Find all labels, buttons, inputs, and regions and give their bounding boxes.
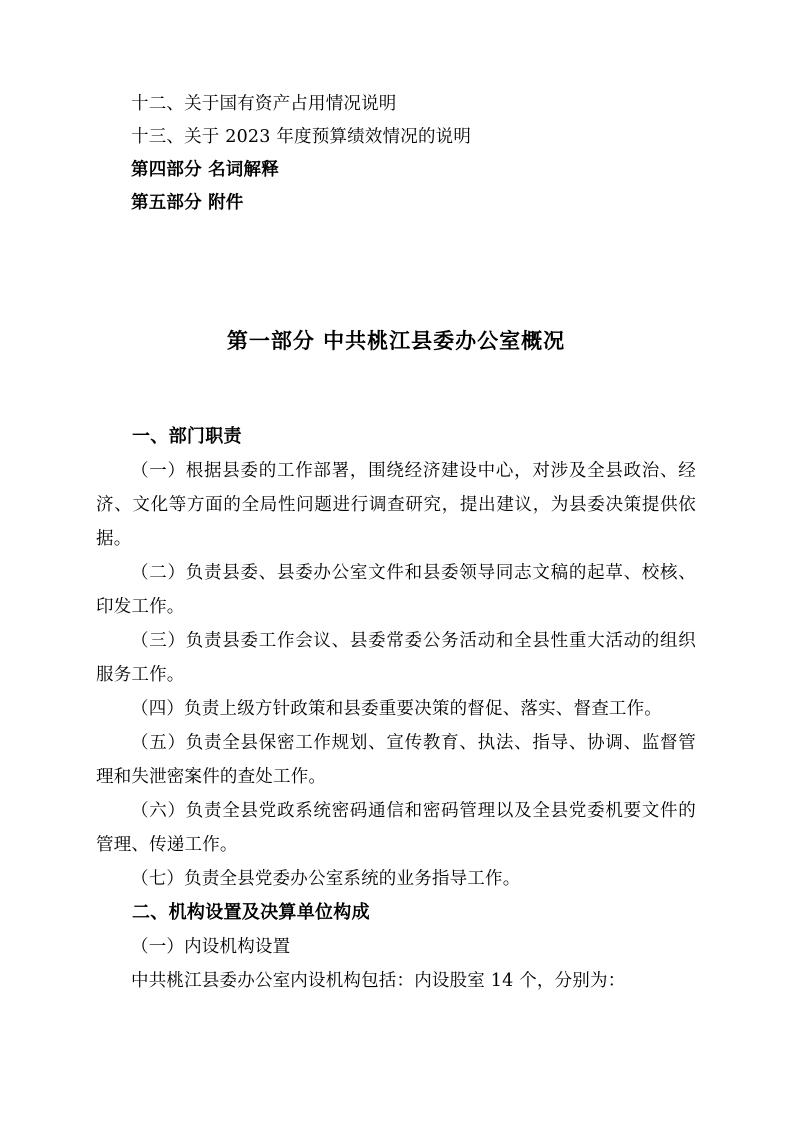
duty-paragraph-5: （五）负责全县保密工作规划、宣传教育、执法、指导、协调、监督管理和失泄密案件的查处工作。 bbox=[96, 733, 696, 787]
subheading-internal-organization: （一）内设机构设置 bbox=[131, 937, 291, 957]
page-content bbox=[96, 88, 696, 998]
heading-department-duties: 一、部门职责 bbox=[132, 426, 242, 447]
toc-item-part-five: 第五部分 附件 bbox=[131, 193, 244, 213]
section-spacer bbox=[96, 220, 696, 324]
title-spacer bbox=[96, 358, 696, 420]
toc-item-13: 十三、关于 2023 年度预算绩效情况的说明 bbox=[131, 127, 472, 147]
duty-paragraph-4: （四）负责上级方针政策和县委重要决策的督促、落实、督查工作。 bbox=[131, 699, 662, 719]
toc-item-part-four: 第四部分 名词解释 bbox=[131, 160, 279, 180]
toc-item-12: 十二、关于国有资产占用情况说明 bbox=[131, 94, 397, 114]
duty-paragraph-7: （七）负责全县党委办公室系统的业务指导工作。 bbox=[131, 869, 521, 889]
duty-paragraph-6: （六）负责全县党政系统密码通信和密码管理以及全县党委机要文件的管理、传递工作。 bbox=[96, 801, 696, 855]
duty-paragraph-1: （一）根据县委的工作部署，围绕经济建设中心，对涉及全县政治、经济、文化等方面的全局性问题进行调查研究，提出建议，为县委决策提供依据。 bbox=[96, 461, 696, 549]
heading-organization-setup: 二、机构设置及决算单位构成 bbox=[132, 902, 370, 923]
part-one-title: 第一部分 中共桃江县委办公室概况 bbox=[226, 328, 566, 353]
duty-paragraph-2: （二）负责县委、县委办公室文件和县委领导同志文稿的起草、校核、印发工作。 bbox=[96, 563, 696, 617]
internal-organization-paragraph: 中共桃江县委办公室内设机构包括：内设股室 14 个，分别为： bbox=[131, 971, 626, 991]
duty-paragraph-3: （三）负责县委工作会议、县委常委公务活动和全县性重大活动的组织服务工作。 bbox=[96, 631, 696, 685]
